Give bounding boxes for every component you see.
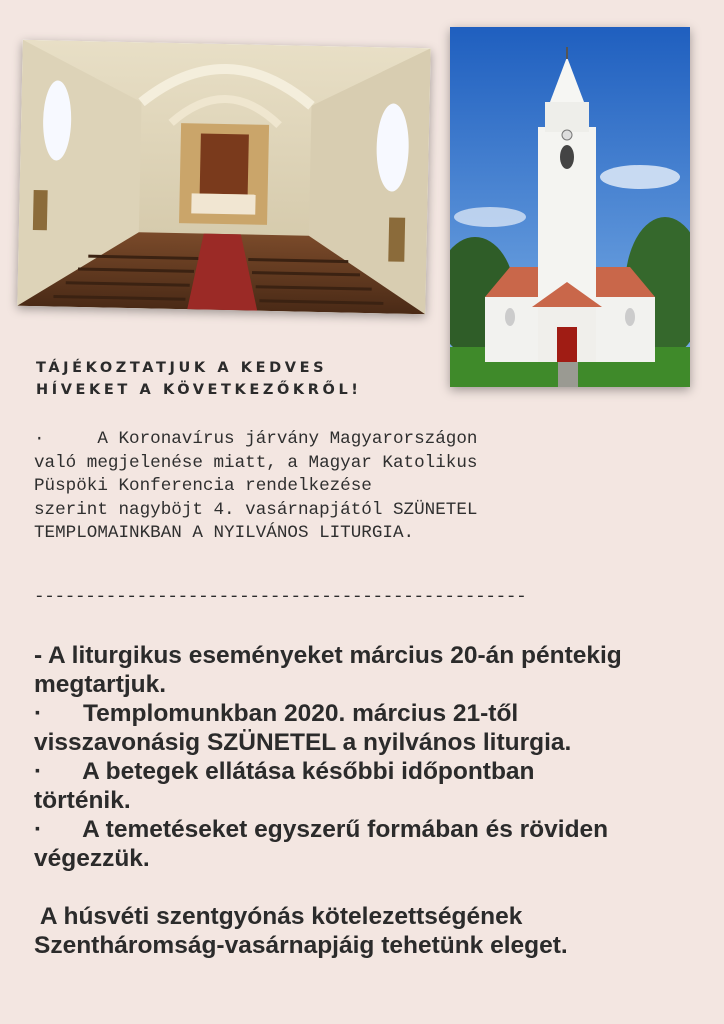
closing-line: Szentháromság-vasárnapjáig tehetünk eleget. [34, 932, 568, 959]
church-exterior-photo [450, 27, 690, 387]
dashed-separator: ------------------------------------------------ [34, 587, 527, 607]
notice-heading [36, 357, 436, 401]
notice-line: való megjelenése miatt, a Magyar Katolikus [34, 452, 478, 473]
announcement-line: megtartjuk. [34, 671, 167, 698]
announcement-line: visszavonásig SZÜNETEL a nyilvános liturgia. [34, 729, 572, 756]
announcement-line: - A liturgikus eseményeket március 20-án péntekig [34, 642, 622, 669]
notice-line: TEMPLOMAINKBAN A NYILVÁNOS LITURGIA. [34, 523, 415, 543]
notice-line: · A Koronavírus járvány Magyarországon [34, 429, 478, 449]
church-interior-photo [17, 40, 430, 314]
notice-line: Püspöki Konferencia rendelkezése [34, 476, 372, 496]
announcement-line: · A temetéseket egyszerű formában és röviden [34, 816, 609, 843]
conference-notice [34, 428, 694, 546]
announcement-line: · Templomunkban 2020. március 21-től [34, 700, 519, 727]
closing-line: A húsvéti szentgyónás kötelezettségének [34, 903, 523, 930]
notice-heading-line-2: HÍVEKET A KÖVETKEZŐKRŐL! [36, 382, 362, 398]
spacer [34, 873, 704, 902]
announcement-line: · A betegek ellátása későbbi időpontban [34, 758, 535, 785]
notice-line: szerint nagyböjt 4. vasárnapjától SZÜNETEL [34, 499, 478, 520]
announcement-line: történik. [34, 787, 131, 814]
announcements [34, 641, 704, 960]
announcement-line: végezzük. [34, 845, 150, 872]
notice-heading-line-1: TÁJÉKOZTATJUK A KEDVES [36, 360, 328, 376]
